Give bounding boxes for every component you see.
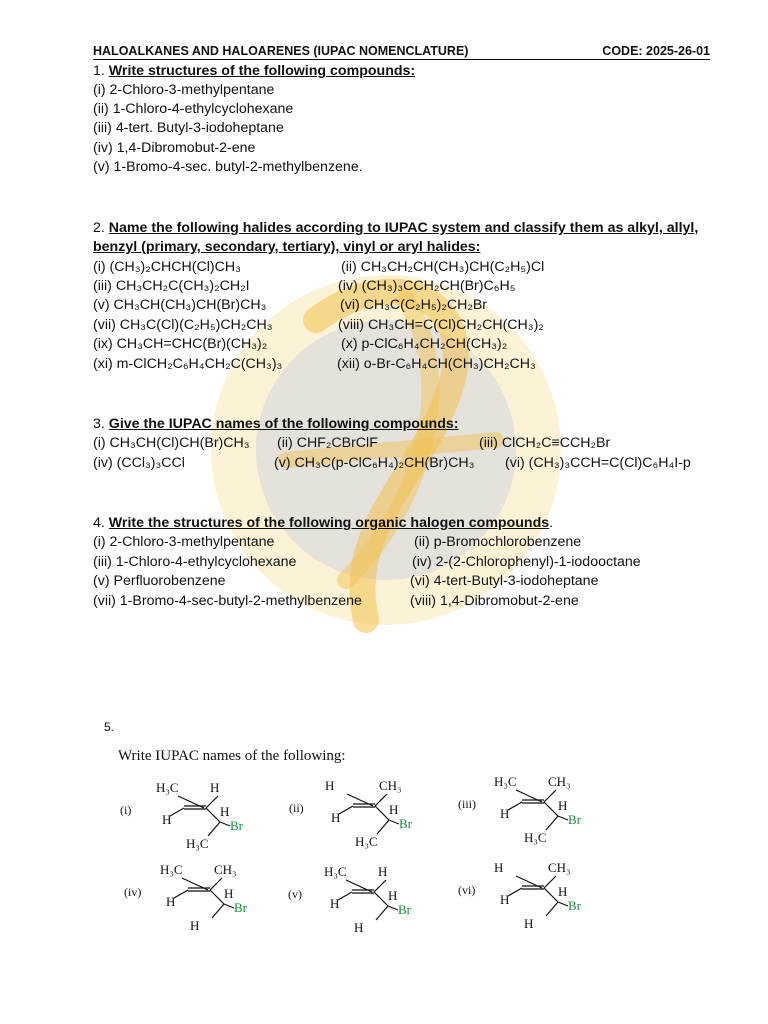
- q1-heading: [93, 62, 415, 81]
- bond-to-right-substituent: [374, 880, 386, 892]
- bond-to-halogen: [558, 816, 568, 820]
- q2-number: 2.: [93, 220, 105, 236]
- q1-item: (ii) 1-Chloro-4-ethylcyclohexane: [93, 101, 294, 117]
- q3-title: Give the IUPAC names of the following compounds:: [108, 416, 459, 432]
- bond-to-chiral-carbon: [206, 808, 220, 822]
- structure-bottom-left: H: [500, 892, 510, 907]
- bond-to-chiral-carbon: [375, 806, 389, 820]
- q4-item: (iv) 2-(2-Chlorophenyl)-1-iodooctane: [412, 554, 641, 570]
- structure-substituent: H₃C: [355, 834, 378, 849]
- q3-item: (vi) (CH₃)₃CCH=C(Cl)C₆H₄I-p: [505, 455, 691, 471]
- bond-to-halogen: [558, 902, 568, 906]
- q2-item: (xii) o-Br-C₆H₄CH(CH₃)CH₂CH₃: [337, 356, 536, 372]
- structure-bottom-left: H: [330, 896, 340, 911]
- page-header: [93, 43, 710, 60]
- bond-to-halogen: [220, 822, 230, 826]
- q4-item: (ii) p-Bromochlorobenzene: [414, 534, 582, 550]
- bond-to-halogen: [224, 904, 234, 908]
- structure-top-right: CH₃: [379, 778, 402, 793]
- q1-number: 1.: [93, 63, 105, 79]
- bond-to-h: [508, 888, 522, 896]
- bond-to-h: [508, 802, 522, 810]
- structure-top-left: H₃C: [156, 780, 179, 795]
- structure-label: (ii): [289, 801, 304, 815]
- q1-item: (iv) 1,4-Dibromobut-2-ene: [93, 140, 256, 156]
- q2-item: (v) CH₃CH(CH₃)CH(Br)CH₃: [93, 297, 267, 313]
- q5-structures: [0, 760, 768, 940]
- bond-to-right-substituent: [375, 794, 387, 806]
- q2-item: (iii) CH₃CH₂C(CH₃)₂CH₂I: [93, 278, 250, 294]
- q3-item: (iv) (CCl₃)₃CCl: [93, 455, 185, 471]
- structure-chiral-h: H: [224, 886, 234, 901]
- q4-number: 4.: [93, 515, 105, 531]
- bond-to-chiral-carbon: [374, 892, 388, 906]
- structure-halogen: Br: [568, 812, 581, 827]
- structure-substituent: H₃C: [524, 830, 547, 845]
- q2-heading: [93, 219, 698, 238]
- q2-item: (xi) m-ClCH₂C₆H₄CH₂C(CH₃)₃: [93, 356, 283, 372]
- structure-chiral-h: H: [558, 884, 568, 899]
- q1-item: (i) 2-Chloro-3-methylpentane: [93, 82, 275, 98]
- q3-number: 3.: [93, 416, 105, 432]
- structure-substituent: H: [190, 918, 200, 933]
- q1-title: Write structures of the following compounds:: [108, 63, 416, 79]
- q2-item: (vii) CH₃C(Cl)(C₂H₅)CH₂CH₃: [93, 317, 273, 333]
- structure-label: (iii): [458, 797, 476, 811]
- structure-bottom-left: H: [331, 810, 341, 825]
- structure-bottom-left: H: [500, 806, 510, 821]
- bond-to-halogen: [389, 820, 399, 824]
- header-code: CODE: 2025-26-01: [602, 44, 710, 58]
- q5-number: 5.: [104, 720, 115, 734]
- q2-title-line1: Name the following halides according to IUPAC system and classify them as alkyl, allyl,: [108, 220, 699, 236]
- structure-halogen: Br: [234, 900, 247, 915]
- q1-item: (v) 1-Bromo-4-sec. butyl-2-methylbenzene.: [93, 159, 363, 175]
- q3-item: (iii) ClCH₂C≡CCH₂Br: [479, 435, 611, 451]
- bond-to-chiral-carbon: [544, 802, 558, 816]
- bond-to-right-substituent: [544, 876, 556, 888]
- q4-title: Write the structures of the following organic halogen compounds: [108, 515, 550, 531]
- structure-top-left: H₃C: [160, 862, 183, 877]
- bond-to-right-substituent: [544, 790, 556, 802]
- q4-item: (vi) 4-tert-Butyl-3-iodoheptane: [410, 573, 599, 589]
- q2-item: (ii) CH₃CH₂CH(CH₃)CH(C₂H₅)Cl: [341, 259, 545, 275]
- structure-top-left: H₃C: [494, 774, 517, 789]
- q4-item: (v) Perfluorobenzene: [93, 573, 226, 589]
- q2-title-line2: benzyl (primary, secondary, tertiary), vinyl or aryl halides:: [93, 239, 481, 255]
- bond-to-chiral-carbon: [210, 890, 224, 904]
- q3-heading: [93, 415, 459, 434]
- structure-top-right: CH₃: [548, 860, 571, 875]
- bond-to-substituent: [546, 816, 558, 830]
- structure-top-right: H: [210, 780, 220, 795]
- bond-to-substituent: [208, 822, 220, 836]
- q4-item: (vii) 1-Bromo-4-sec-butyl-2-methylbenzene: [93, 593, 362, 609]
- structure-chiral-h: H: [388, 888, 398, 903]
- q2-heading-2: [93, 238, 480, 257]
- structure-top-right: H: [378, 864, 388, 879]
- bond-to-substituent: [212, 904, 224, 918]
- header-title: HALOALKANES AND HALOARENES (IUPAC NOMENCLATURE): [93, 44, 469, 58]
- bond-to-halogen: [388, 906, 398, 910]
- bond-to-h: [338, 892, 352, 900]
- q2-item: (vi) CH₃C(C₂H₅)₂CH₂Br: [340, 297, 488, 313]
- q2-item: (i) (CH₃)₂CHCH(Cl)CH₃: [93, 259, 241, 275]
- structure-chiral-h: H: [220, 804, 230, 819]
- structure-chiral-h: H: [558, 798, 568, 813]
- structure-substituent: H: [354, 920, 364, 935]
- bond-to-h: [339, 806, 353, 814]
- structure-label: (v): [288, 887, 302, 901]
- q4-item: (i) 2-Chloro-3-methylpentane: [93, 534, 275, 550]
- structure-top-left: H: [325, 778, 335, 793]
- structure-bottom-left: H: [166, 894, 176, 909]
- structure-bottom-left: H: [162, 812, 172, 827]
- bond-to-h: [174, 890, 188, 898]
- q4-title-end: .: [549, 515, 554, 531]
- bond-to-h: [170, 808, 184, 816]
- q1-item: (iii) 4-tert. Butyl-3-iodoheptane: [93, 120, 284, 136]
- structure-halogen: Br: [568, 898, 581, 913]
- q3-item: (i) CH₃CH(Cl)CH(Br)CH₃: [93, 435, 250, 451]
- bond-to-substituent: [376, 906, 388, 920]
- structure-top-right: CH₃: [548, 774, 571, 789]
- q4-item: (iii) 1-Chloro-4-ethylcyclohexane: [93, 554, 297, 570]
- structure-label: (vi): [458, 883, 476, 897]
- q5-title: Write IUPAC names of the following:: [118, 748, 346, 764]
- structure-halogen: Br: [230, 818, 243, 833]
- q2-item: (iv) (CH₃)₃CCH₂CH(Br)C₆H₅: [338, 278, 516, 294]
- bond-to-right-substituent: [206, 796, 218, 808]
- structure-top-right: CH₃: [214, 862, 237, 877]
- q2-item: (ix) CH₃CH=CHC(Br)(CH₃)₂: [93, 336, 268, 352]
- q4-heading: [93, 514, 553, 533]
- structure-top-left: H₃C: [324, 864, 347, 879]
- structure-substituent: H: [524, 916, 534, 931]
- bond-to-substituent: [546, 902, 558, 916]
- structure-label: (iv): [124, 885, 142, 899]
- structure-substituent: H₃C: [186, 836, 209, 851]
- structure-label: (i): [120, 803, 132, 817]
- q4-item: (viii) 1,4-Dibromobut-2-ene: [410, 593, 579, 609]
- structure-halogen: Br: [398, 902, 411, 917]
- structure-chiral-h: H: [389, 802, 399, 817]
- q2-item: (viii) CH₃CH=C(Cl)CH₂CH(CH₃)₂: [338, 317, 544, 333]
- q3-item: (v) CH₃C(p-ClC₆H₄)₂CH(Br)CH₃: [274, 455, 475, 471]
- bond-to-chiral-carbon: [544, 888, 558, 902]
- structure-halogen: Br: [399, 816, 412, 831]
- q2-item: (x) p-ClC₆H₄CH₂CH(CH₃)₂: [341, 336, 508, 352]
- bond-to-substituent: [377, 820, 389, 834]
- q3-item: (ii) CHF₂CBrClF: [277, 435, 378, 451]
- bond-to-right-substituent: [210, 878, 222, 890]
- structure-top-left: H: [494, 860, 504, 875]
